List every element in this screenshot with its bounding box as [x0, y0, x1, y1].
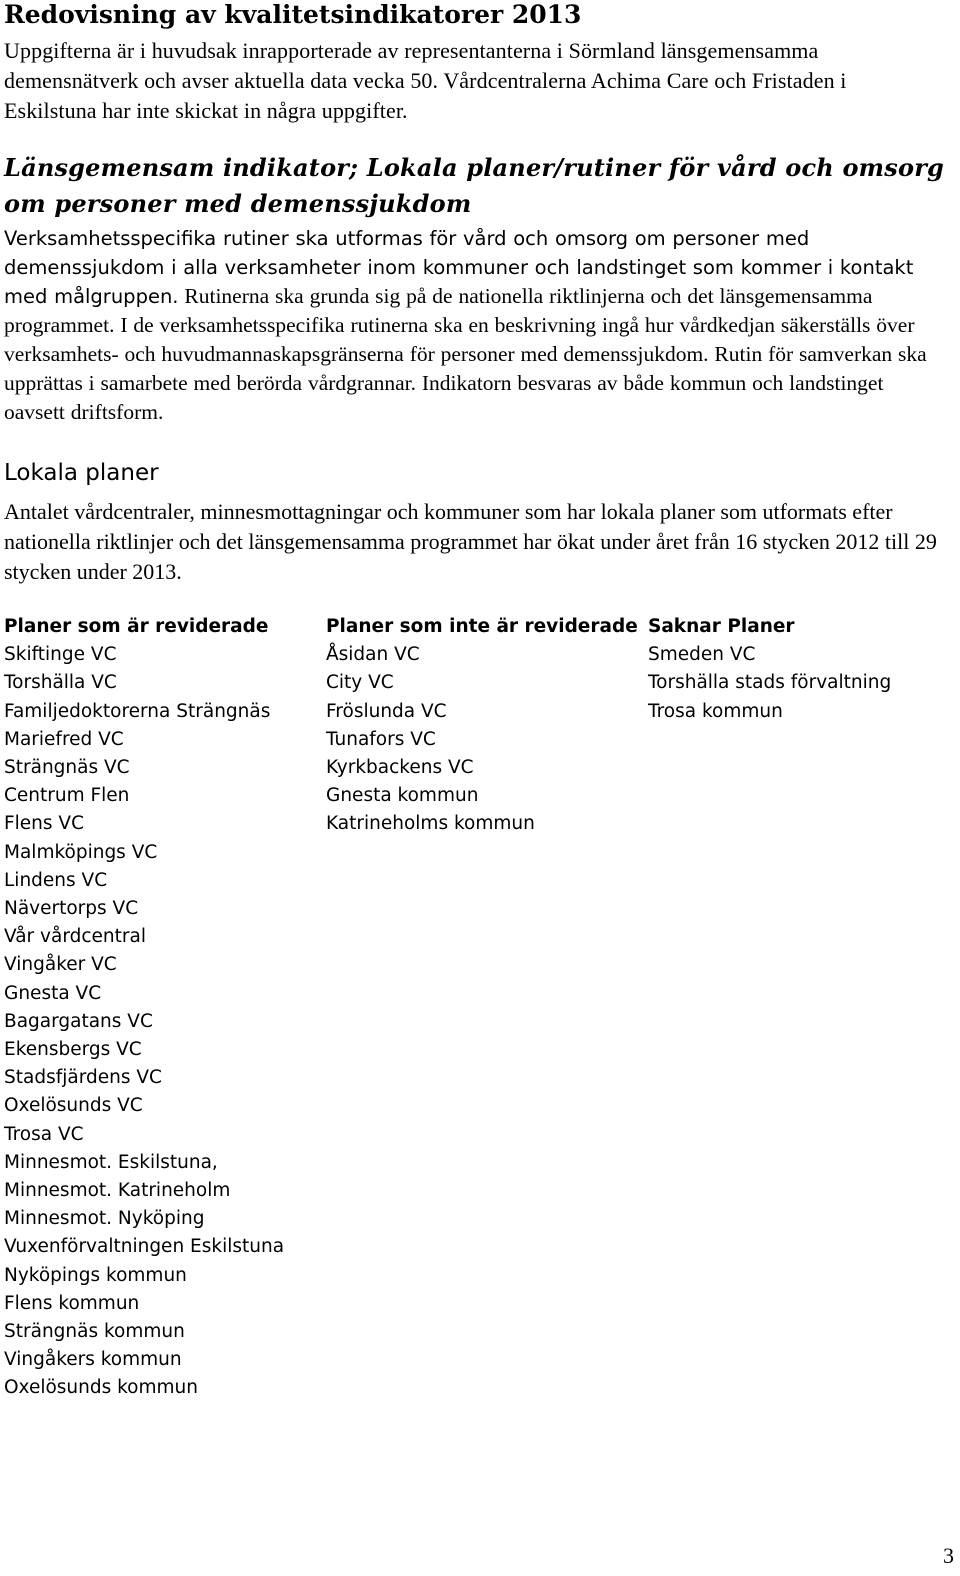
list-item: Gnesta kommun: [326, 785, 479, 807]
list-item: Katrineholms kommun: [326, 813, 535, 835]
list-item: Bagargatans VC: [4, 1010, 153, 1032]
column-header: Planer som är reviderade: [4, 616, 269, 637]
list-item: Vuxenförvaltningen Eskilstuna: [4, 1236, 285, 1258]
list-item: Torshälla stads förvaltning: [648, 672, 892, 694]
list-item: Kyrkbackens VC: [326, 757, 474, 779]
column-saknar-planer: [648, 613, 891, 726]
list-item: Familjedoktorerna Strängnäs: [4, 700, 271, 722]
list-item: Minnesmot. Eskilstuna,: [4, 1151, 218, 1173]
column-inte-reviderade: [326, 613, 638, 839]
list-item: Åsidan VC: [326, 644, 420, 666]
list-item: Minnesmot. Katrineholm: [4, 1180, 231, 1202]
list-item: Lindens VC: [4, 869, 108, 891]
list-item: Malmköpings VC: [4, 841, 158, 863]
list-item: Smeden VC: [648, 644, 756, 666]
column-header: Planer som inte är reviderade: [326, 616, 638, 637]
list-item: Nyköpings kommun: [4, 1264, 187, 1286]
list-item: Skiftinge VC: [4, 644, 117, 666]
list-item: Strängnäs kommun: [4, 1321, 185, 1343]
list-item: Mariefred VC: [4, 728, 124, 750]
list-item: Vingåkers kommun: [4, 1349, 182, 1371]
lokala-planer-heading: Lokala planer: [4, 460, 159, 486]
list-item: Oxelösunds VC: [4, 1095, 143, 1117]
list-item: Fröslunda VC: [326, 700, 447, 722]
list-item: Trosa VC: [4, 1123, 84, 1145]
list-item: Flens VC: [4, 813, 84, 835]
indicator-description-part2: Rutinerna ska grunda sig på de nationella riktlinjerna och det länsgemensamma programmet. I de verksamhetsspecifika rutinerna ska en beskrivning ingå hur vårdkedjan säkerställs över verksamhets- och huvudmannaskapsgränserna för personer med demenssjukdom. Rutin för samverkan ska upprättas i samarbete med berörda vårdgrannar. Indikatorn besvaras av både kommun och landstinget oavsett driftsform.: [4, 284, 927, 424]
document-title: Redovisning av kvalitetsindikatorer 2013: [4, 0, 582, 29]
indicator-description: [4, 224, 949, 427]
list-item: Flens kommun: [4, 1292, 140, 1314]
list-item: Oxelösunds kommun: [4, 1377, 198, 1399]
indicator-description-part1: Verksamhetsspecifika rutiner ska utformas för vård och omsorg om personer med demenssjukdom i alla verksamheter inom kommuner och landstinget som kommer i kontakt med målgruppen.: [4, 227, 914, 308]
lokala-planer-paragraph: Antalet vårdcentraler, minnesmottagningar och kommuner som har lokala planer som utformats efter nationella riktlinjer och det länsgemensamma programmet har ökat under året från 16 stycken 2012 till 29 stycken under 2013.: [4, 499, 937, 584]
page-number: 3: [943, 1543, 954, 1568]
list-item: Tunafors VC: [326, 728, 436, 750]
indicator-heading: Länsgemensam indikator; Lokala planer/rutiner för vård och omsorg om personer med demenssjukdom: [4, 153, 945, 218]
list-item: Vår vårdcentral: [4, 926, 146, 948]
intro-paragraph: Uppgifterna är i huvudsak inrapporterade av representanterna i Sörmland länsgemensamma demensnätverk och avser aktuella data vecka 50. Vårdcentralerna Achima Care och Fristaden i Eskilstuna har inte skickat in några uppgifter.: [4, 38, 847, 123]
list-item: Torshälla VC: [4, 672, 117, 694]
list-item: Vingåker VC: [4, 954, 117, 976]
list-item: Centrum Flen: [4, 785, 130, 807]
list-item: Trosa kommun: [648, 700, 783, 722]
list-item: Stadsfjärdens VC: [4, 1067, 162, 1089]
list-item: Strängnäs VC: [4, 757, 130, 779]
list-item: City VC: [326, 672, 394, 694]
list-item: Ekensbergs VC: [4, 1039, 142, 1061]
list-item: Nävertorps VC: [4, 898, 139, 920]
list-item: Minnesmot. Nyköping: [4, 1208, 205, 1230]
column-header: Saknar Planer: [648, 616, 795, 637]
column-reviderade: [4, 613, 284, 1403]
list-item: Gnesta VC: [4, 982, 102, 1004]
